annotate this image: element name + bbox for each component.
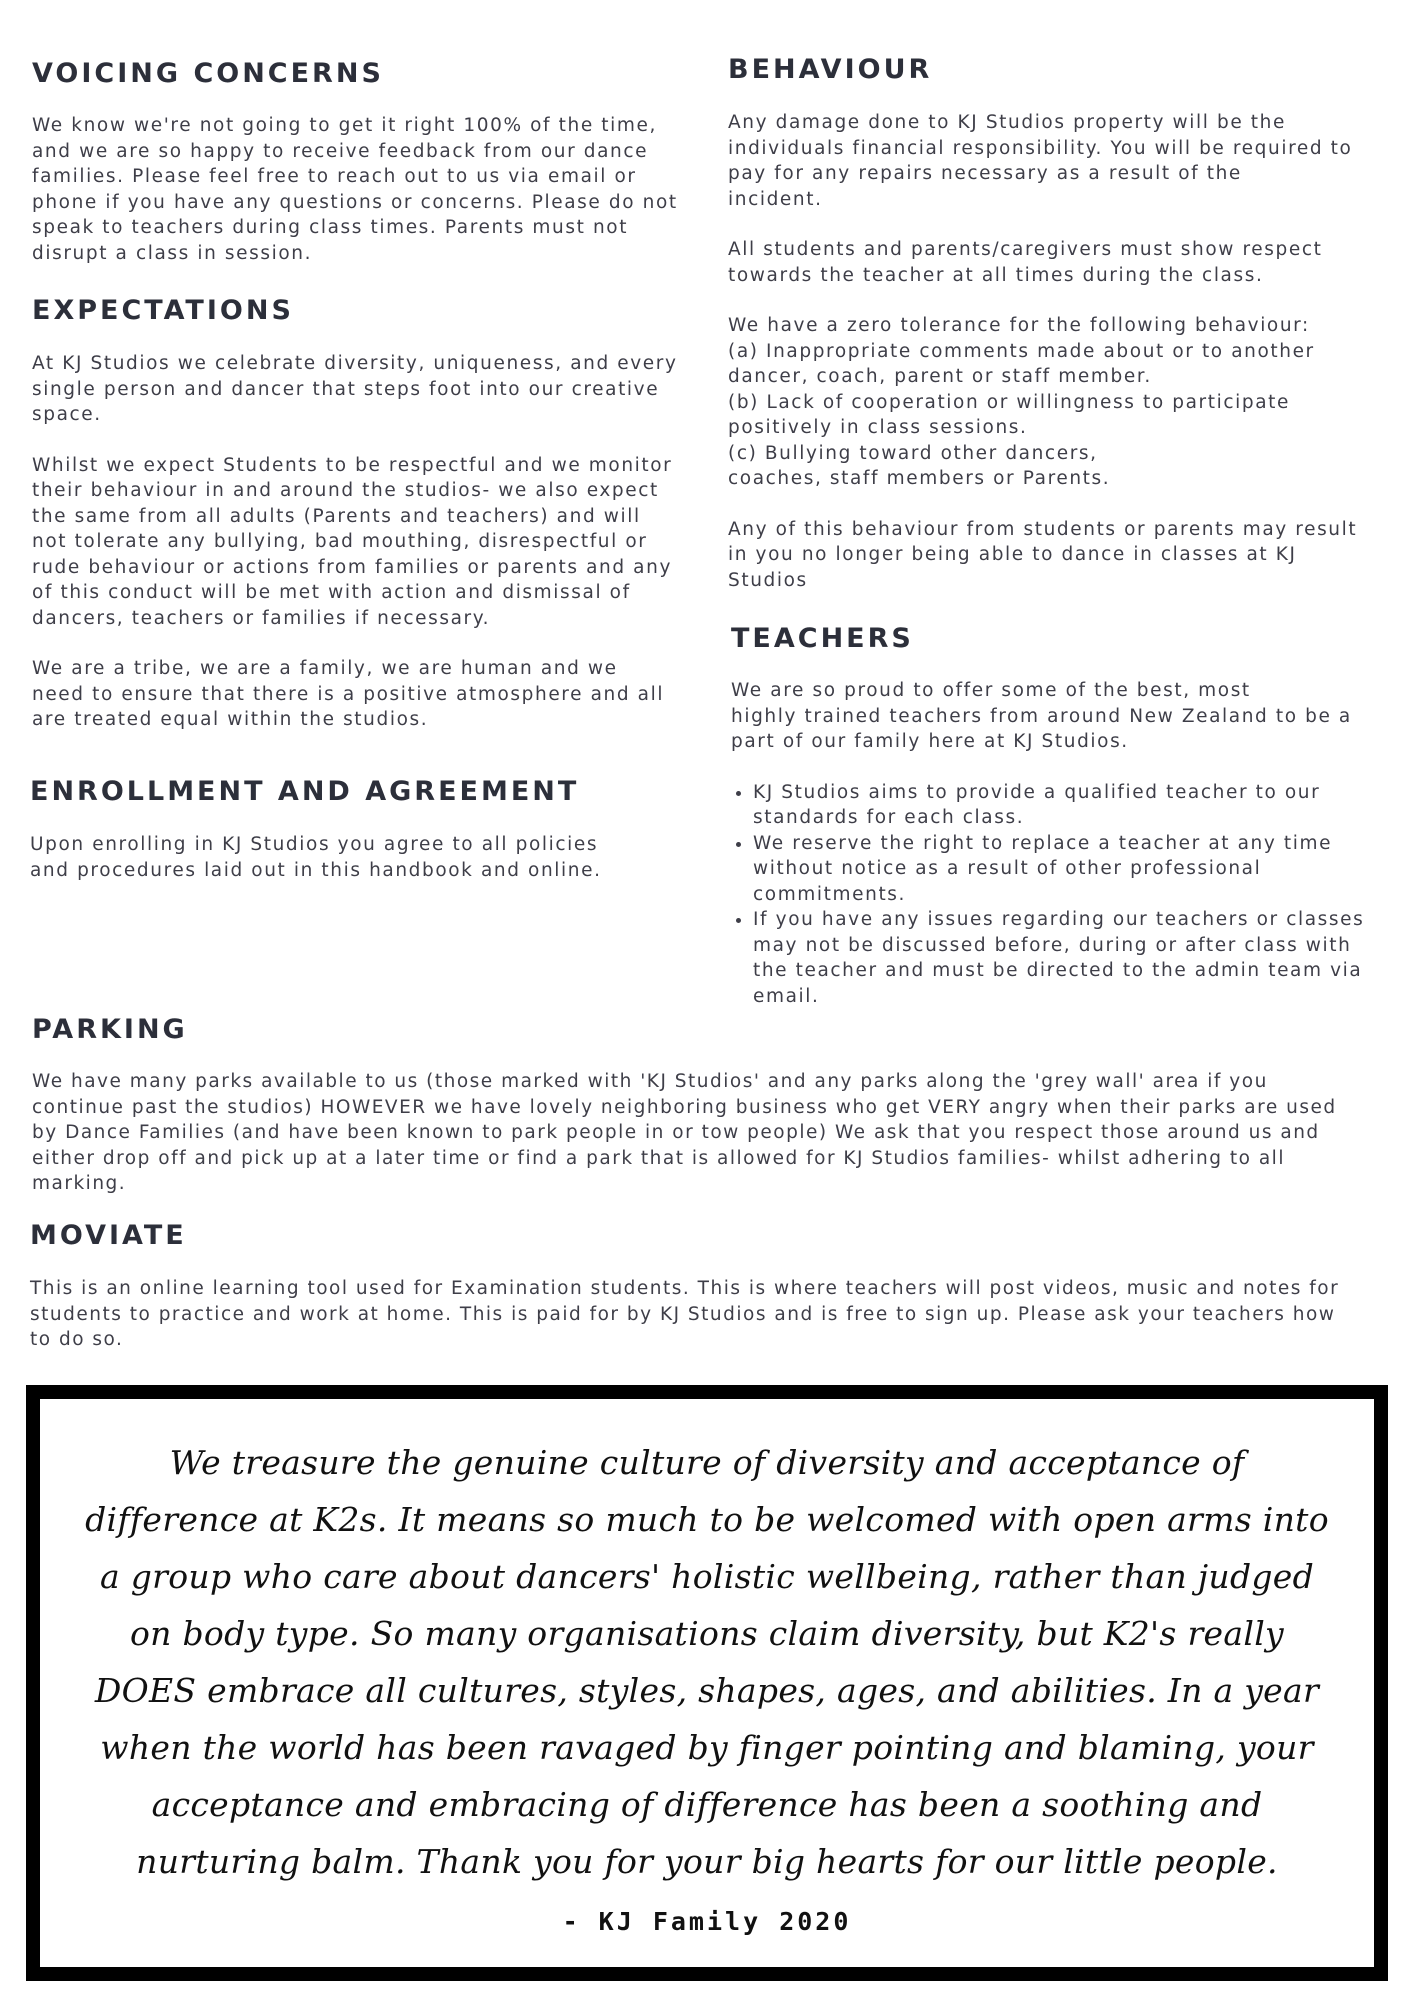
parking-section <box>32 1014 1402 1197</box>
voicing-concerns-heading: VOICING CONCERNS <box>32 58 384 89</box>
testimonial-box <box>26 1385 1388 1981</box>
moviate-heading: MOVIATE <box>30 1220 187 1251</box>
list-item: • KJ Studios aims to provide a qualified teacher to our standards for each class. <box>753 780 1386 831</box>
teachers-section <box>731 623 1386 1009</box>
testimonial-quote: We treasure the genuine culture of diversity and acceptance of difference at K2s. It means so much to be welcomed with open arms into a group who care about dancers' holistic wellbeing, rather than judged on body type. So many organisations claim diversity, but K2's really DOES embrace all cultures, styles, shapes, ages, and abilities. In a year when the world has been ravaged by finger pointing and blaming, your acceptance and embracing of difference has been a soothing and nurturing balm. Thank you for your big hearts for our little people. <box>85 1443 1329 1881</box>
expectations-section <box>32 295 712 733</box>
behaviour-paragraph-2: All students and parents/caregivers must show respect towards the teacher at all times during the class. <box>728 239 1323 286</box>
expectations-paragraph-2: Whilst we expect Students to be respectful and we monitor their behaviour in and around the studios- we also expect the same from all adults (Parents and teachers) and will not tolerate any bullying, bad mouthing, disrespectful or rude behaviour or actions from families or parents and any of this conduct will be met with action and dismissal of dancers, teachers or families if necessary. <box>32 454 673 629</box>
expectations-paragraph-1: At KJ Studios we celebrate diversity, uniqueness, and every single person and dancer that steps foot into our creative space. <box>32 353 678 425</box>
testimonial-signature: - KJ Family 2020 <box>562 1907 852 1936</box>
enrollment-heading: ENROLLMENT AND AGREEMENT <box>30 776 580 807</box>
parking-heading: PARKING <box>32 1014 188 1045</box>
behaviour-heading: BEHAVIOUR <box>728 54 933 85</box>
behaviour-section <box>728 54 1388 593</box>
expectations-heading: EXPECTATIONS <box>32 295 294 326</box>
voicing-concerns-text: We know we're not going to get it right 100% of the time, and we are so happy to receive feedback from our dance families. Please feel free to reach out to us via email or phone if you have any questions or concerns. Please do not speak to teachers during class times. Parents must not disrupt a class in session. <box>32 115 678 264</box>
moviate-section <box>30 1220 1400 1353</box>
teachers-bullet-list <box>731 780 1386 1010</box>
behaviour-paragraph-1: Any damage done to KJ Studios property will be the individuals financial responsibility. You will be required to pay for any repairs necessary as a result of the incident. <box>728 112 1353 210</box>
list-item: • We reserve the right to replace a teacher at any time without notice as a result of other professional commitments. <box>753 831 1386 908</box>
enrollment-text: Upon enrolling in KJ Studios you agree to all policies and procedures laid out in this handbook and online. <box>30 834 602 881</box>
list-item: • If you have any issues regarding our teachers or classes may not be discussed before, during or after class with the teacher and must be directed to the admin team via email. <box>753 907 1386 1009</box>
enrollment-section <box>30 776 710 883</box>
teachers-heading: TEACHERS <box>731 623 914 654</box>
moviate-text: This is an online learning tool used for Examination students. This is where teachers will post videos, music and notes for students to practice and work at home. This is paid for by KJ Studios and is free to sign up. Please ask your teachers how to do so. <box>30 1278 1340 1350</box>
parking-text: We have many parks available to us (those marked with 'KJ Studios' and any parks along the 'grey wall' area if you continue past the studios) HOWEVER we have lovely neighboring business who get VERY angry when their parks are used by Dance Families (and have been known to park people in or tow people) We ask that you respect those around us and either drop off and pick up at a later time or find a park that is allowed for KJ Studios families- whilst adhering to all marking. <box>32 1071 1337 1194</box>
voicing-concerns-section <box>32 58 712 266</box>
behaviour-paragraph-4: Any of this behaviour from students or parents may result in you no longer being able to dance in classes at KJ Studios <box>728 518 1358 591</box>
expectations-paragraph-3: We are a tribe, we are a family, we are human and we need to ensure that there is a positive atmosphere and all are treated equal within the studios. <box>32 658 665 730</box>
teachers-intro: We are so proud to offer some of the best, most highly trained teachers from around New Zealand to be a part of our family here at KJ Studios. <box>731 680 1352 752</box>
behaviour-paragraph-3: We have a zero tolerance for the following behaviour: (a) Inappropriate comments made about or to another dancer, coach, parent or staff member. (b) Lack of cooperation or willingness to participate positively in class sessions. (c) Bullying toward other dancers, coaches, staff members or Parents. <box>728 315 1315 489</box>
